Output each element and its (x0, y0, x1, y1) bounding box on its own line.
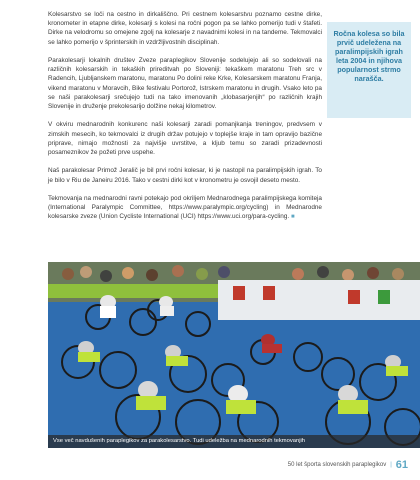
article-paragraph: Kolesarstvo se loči na cestno in dirkališčno. Pri cestnem kolesarstvu poznamo cestne dirke, kronometer in etapne dirke, kolesarji s kolesi na ročni pogon pa se lahko pomerijo tudi v štafeti. Dirke na velodromu so omejene zgolj na kolesarje z navadnimi kolesi in na tandeme. Tekmovalci se lahko pomerijo v šprinterskih in vzdržljivostnih disciplinah. (48, 11, 322, 46)
race-photo (48, 262, 420, 448)
page-number: 61 (395, 459, 408, 471)
photo-caption: Vse več navdušenih paraplegikov za parakolesarstvo. Tudi udeležba na mednarodnih tekmovanjih (48, 435, 420, 448)
footer-separator: | (390, 462, 392, 468)
page-footer (288, 459, 408, 471)
end-mark-icon: ■ (290, 214, 295, 221)
sidebar-callout-text: Ročna kolesa so bila prvič udeležena na paralimpijskih igrah leta 2004 in njihova popularnost strmo narašča. (333, 29, 405, 84)
article-paragraph: V okviru mednarodnih konkurenc naši kolesarji zaradi pomanjkanja treningov, predvsem v zimskih mesecih, ko tekmovalci iz drugih držav potujejo v toplejše kraje in tam opravijo bazične priprave, nimajo možnosti za najvišje uvrstitve, a kljub temu so zaradi prizadevnosti posameznikov že požeti prve uspehe. (48, 121, 322, 157)
article-paragraph: Naš parakolesar Primož Jeralič je bil prvi ročni kolesar, ki je nastopil na paralimpijskih igrah. To je bilo v Riu de Janeiru 2016. Tako v cestni dirki kot v kronometru je osvojil deseto mesto. (48, 167, 322, 184)
article-paragraph-text: Tekmovanja na mednarodni ravni potekajo pod okriljem Mednarodnega paralimpijskega komiteja (International Paralympic Committee, https://www.paralympic.org/cycling) in Mednarodne kolesarske zveze (Union Cycliste International (UCI) https://www.uci.org/para-cycling. (48, 195, 322, 221)
race-photo-illustration (48, 262, 420, 448)
sidebar-callout (327, 22, 411, 118)
footer-title: 50 let športa slovenskih paraplegikov (287, 462, 387, 468)
article-body (48, 10, 322, 232)
article-paragraph-last (48, 194, 322, 223)
article-paragraph: Parakolesarji lokalnih društev Zveze paraplegikov Slovenije sodelujejo ali so sodelovali na različnih kolesarskih in tekaških prireditvah po Sloveniji: tekaškem maratonu Treh src v Radencih, Ljubljanskem maratonu, maratonu Po dolini reke Krke, Kolesarskem maratonu Franja, vikend maratonu v Moravcih, Bike festivalu Portorož, Istrskem maratonu in drugih. Vsako leto pa se naši parakolesarji srečujejo tudi na tako imenovanih „klobasarjenjih“ po različnih krajih Slovenije in druženje prekolesarijo dolžine nekaj kilometrov. (48, 57, 322, 111)
